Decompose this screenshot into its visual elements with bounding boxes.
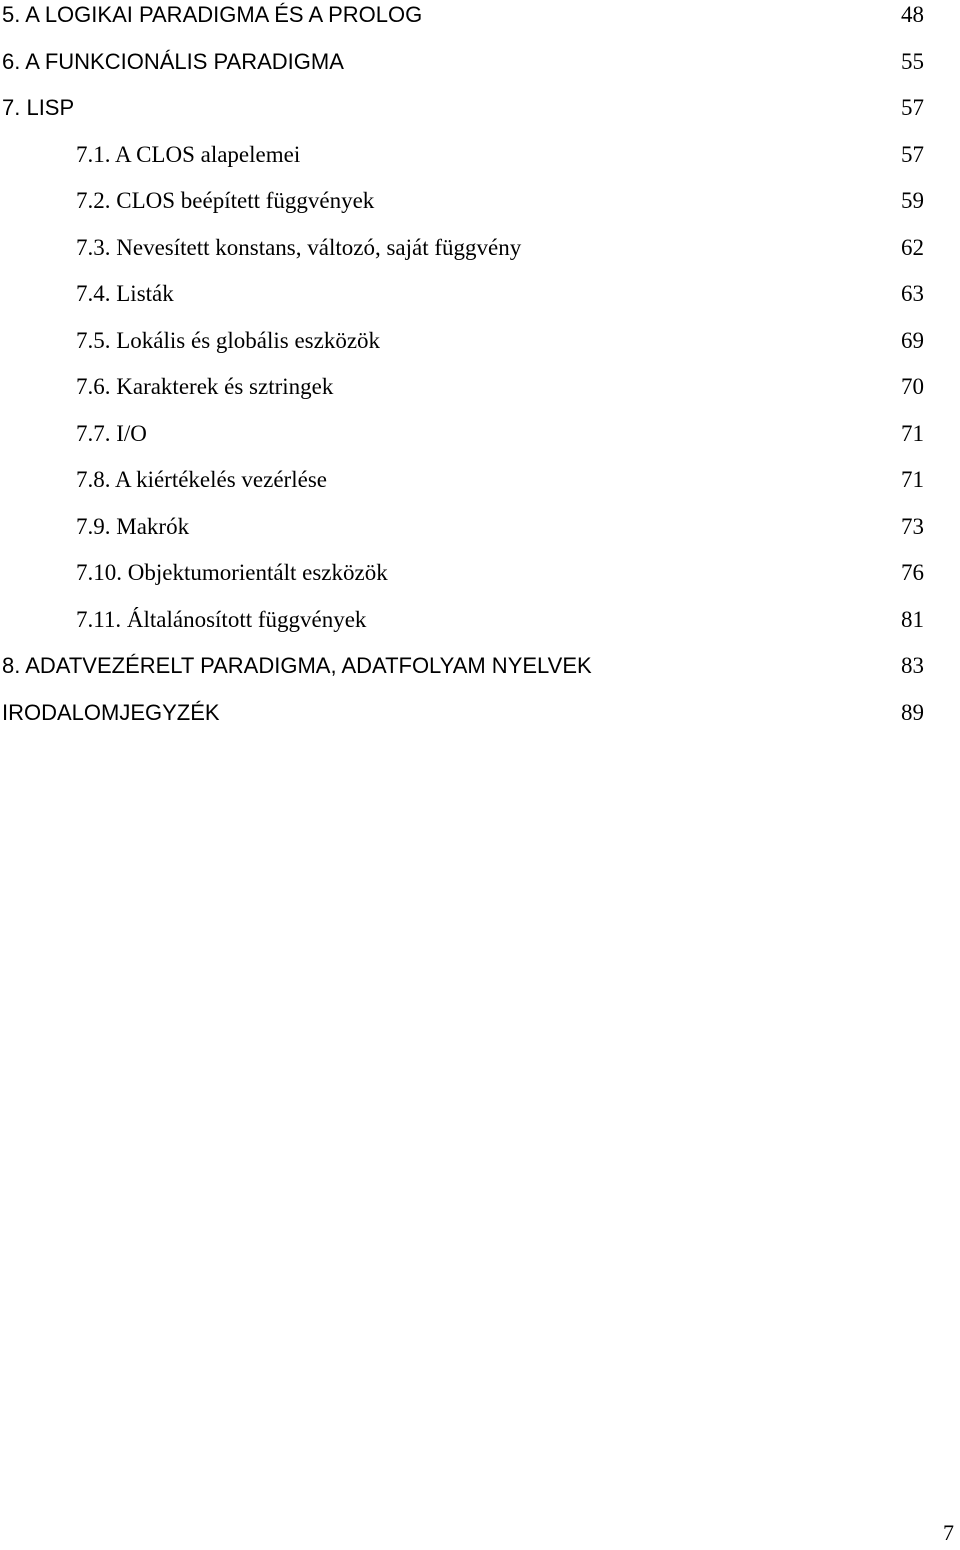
- toc-entry-page: 69: [901, 327, 924, 353]
- toc-entry-title: 7.11. Általánosított függvények: [76, 606, 367, 632]
- toc-subentry[interactable]: [0, 558, 960, 605]
- toc-entry-page: 83: [901, 653, 924, 678]
- toc-entry-page: 57: [901, 141, 924, 167]
- toc-entry-title: 5. A LOGIKAI PARADIGMA ÉS A PROLOG: [2, 2, 423, 27]
- toc-entry-page: 57: [901, 95, 924, 120]
- toc-entry-page: 70: [901, 374, 924, 399]
- toc-entry-title: 7.7. I/O: [76, 420, 147, 446]
- toc-subentry[interactable]: [0, 186, 960, 233]
- toc-subentry[interactable]: [0, 279, 960, 326]
- toc-subentry[interactable]: [0, 233, 960, 280]
- toc-subentry[interactable]: [0, 512, 960, 559]
- toc-entry-page: 89: [901, 699, 924, 725]
- toc-entry-page: 62: [901, 234, 924, 260]
- toc-entry-page: 71: [901, 420, 924, 446]
- toc-entry-page: 48: [901, 2, 924, 27]
- toc-entry[interactable]: [0, 93, 960, 140]
- toc-entry-title: 7.5. Lokális és globális eszközök: [76, 327, 381, 353]
- toc-subentry[interactable]: [0, 465, 960, 512]
- toc-entry-page: 71: [901, 467, 924, 492]
- toc-entry-page: 73: [901, 513, 924, 539]
- table-of-contents: [0, 0, 960, 744]
- toc-entry-title: 7. LISP: [2, 95, 75, 120]
- toc-subentry[interactable]: [0, 140, 960, 187]
- toc-entry-title: 7.3. Nevesített konstans, változó, saját függvény: [76, 234, 522, 260]
- toc-entry-title: IRODALOMJEGYZÉK: [2, 699, 220, 725]
- toc-entry[interactable]: [0, 47, 960, 94]
- toc-entry-title: 7.8. A kiértékelés vezérlése: [76, 467, 327, 492]
- toc-entry[interactable]: [0, 698, 960, 745]
- toc-entry-title: 7.1. A CLOS alapelemei: [76, 141, 301, 167]
- toc-subentry[interactable]: [0, 605, 960, 652]
- toc-entry-page: 63: [901, 281, 924, 306]
- toc-entry-title: 7.4. Listák: [76, 281, 174, 306]
- toc-entry-title: 7.9. Makrók: [76, 513, 190, 539]
- toc-entry-title: 7.10. Objektumorientált eszközök: [76, 560, 388, 585]
- toc-entry-title: 8. ADATVEZÉRELT PARADIGMA, ADATFOLYAM NYELVEK: [2, 653, 592, 678]
- toc-subentry[interactable]: [0, 372, 960, 419]
- toc-subentry[interactable]: [0, 419, 960, 466]
- toc-entry[interactable]: [0, 0, 960, 47]
- toc-entry-page: 59: [901, 188, 924, 213]
- toc-entry-page: 81: [901, 606, 924, 632]
- toc-entry-page: 55: [901, 48, 924, 74]
- toc-subentry[interactable]: [0, 326, 960, 373]
- toc-entry-title: 6. A FUNKCIONÁLIS PARADIGMA: [2, 48, 344, 74]
- page-number: 7: [943, 1520, 954, 1545]
- toc-entry[interactable]: [0, 651, 960, 698]
- toc-entry-title: 7.6. Karakterek és sztringek: [76, 374, 334, 399]
- toc-entry-page: 76: [901, 560, 924, 585]
- toc-entry-title: 7.2. CLOS beépített függvények: [76, 188, 375, 213]
